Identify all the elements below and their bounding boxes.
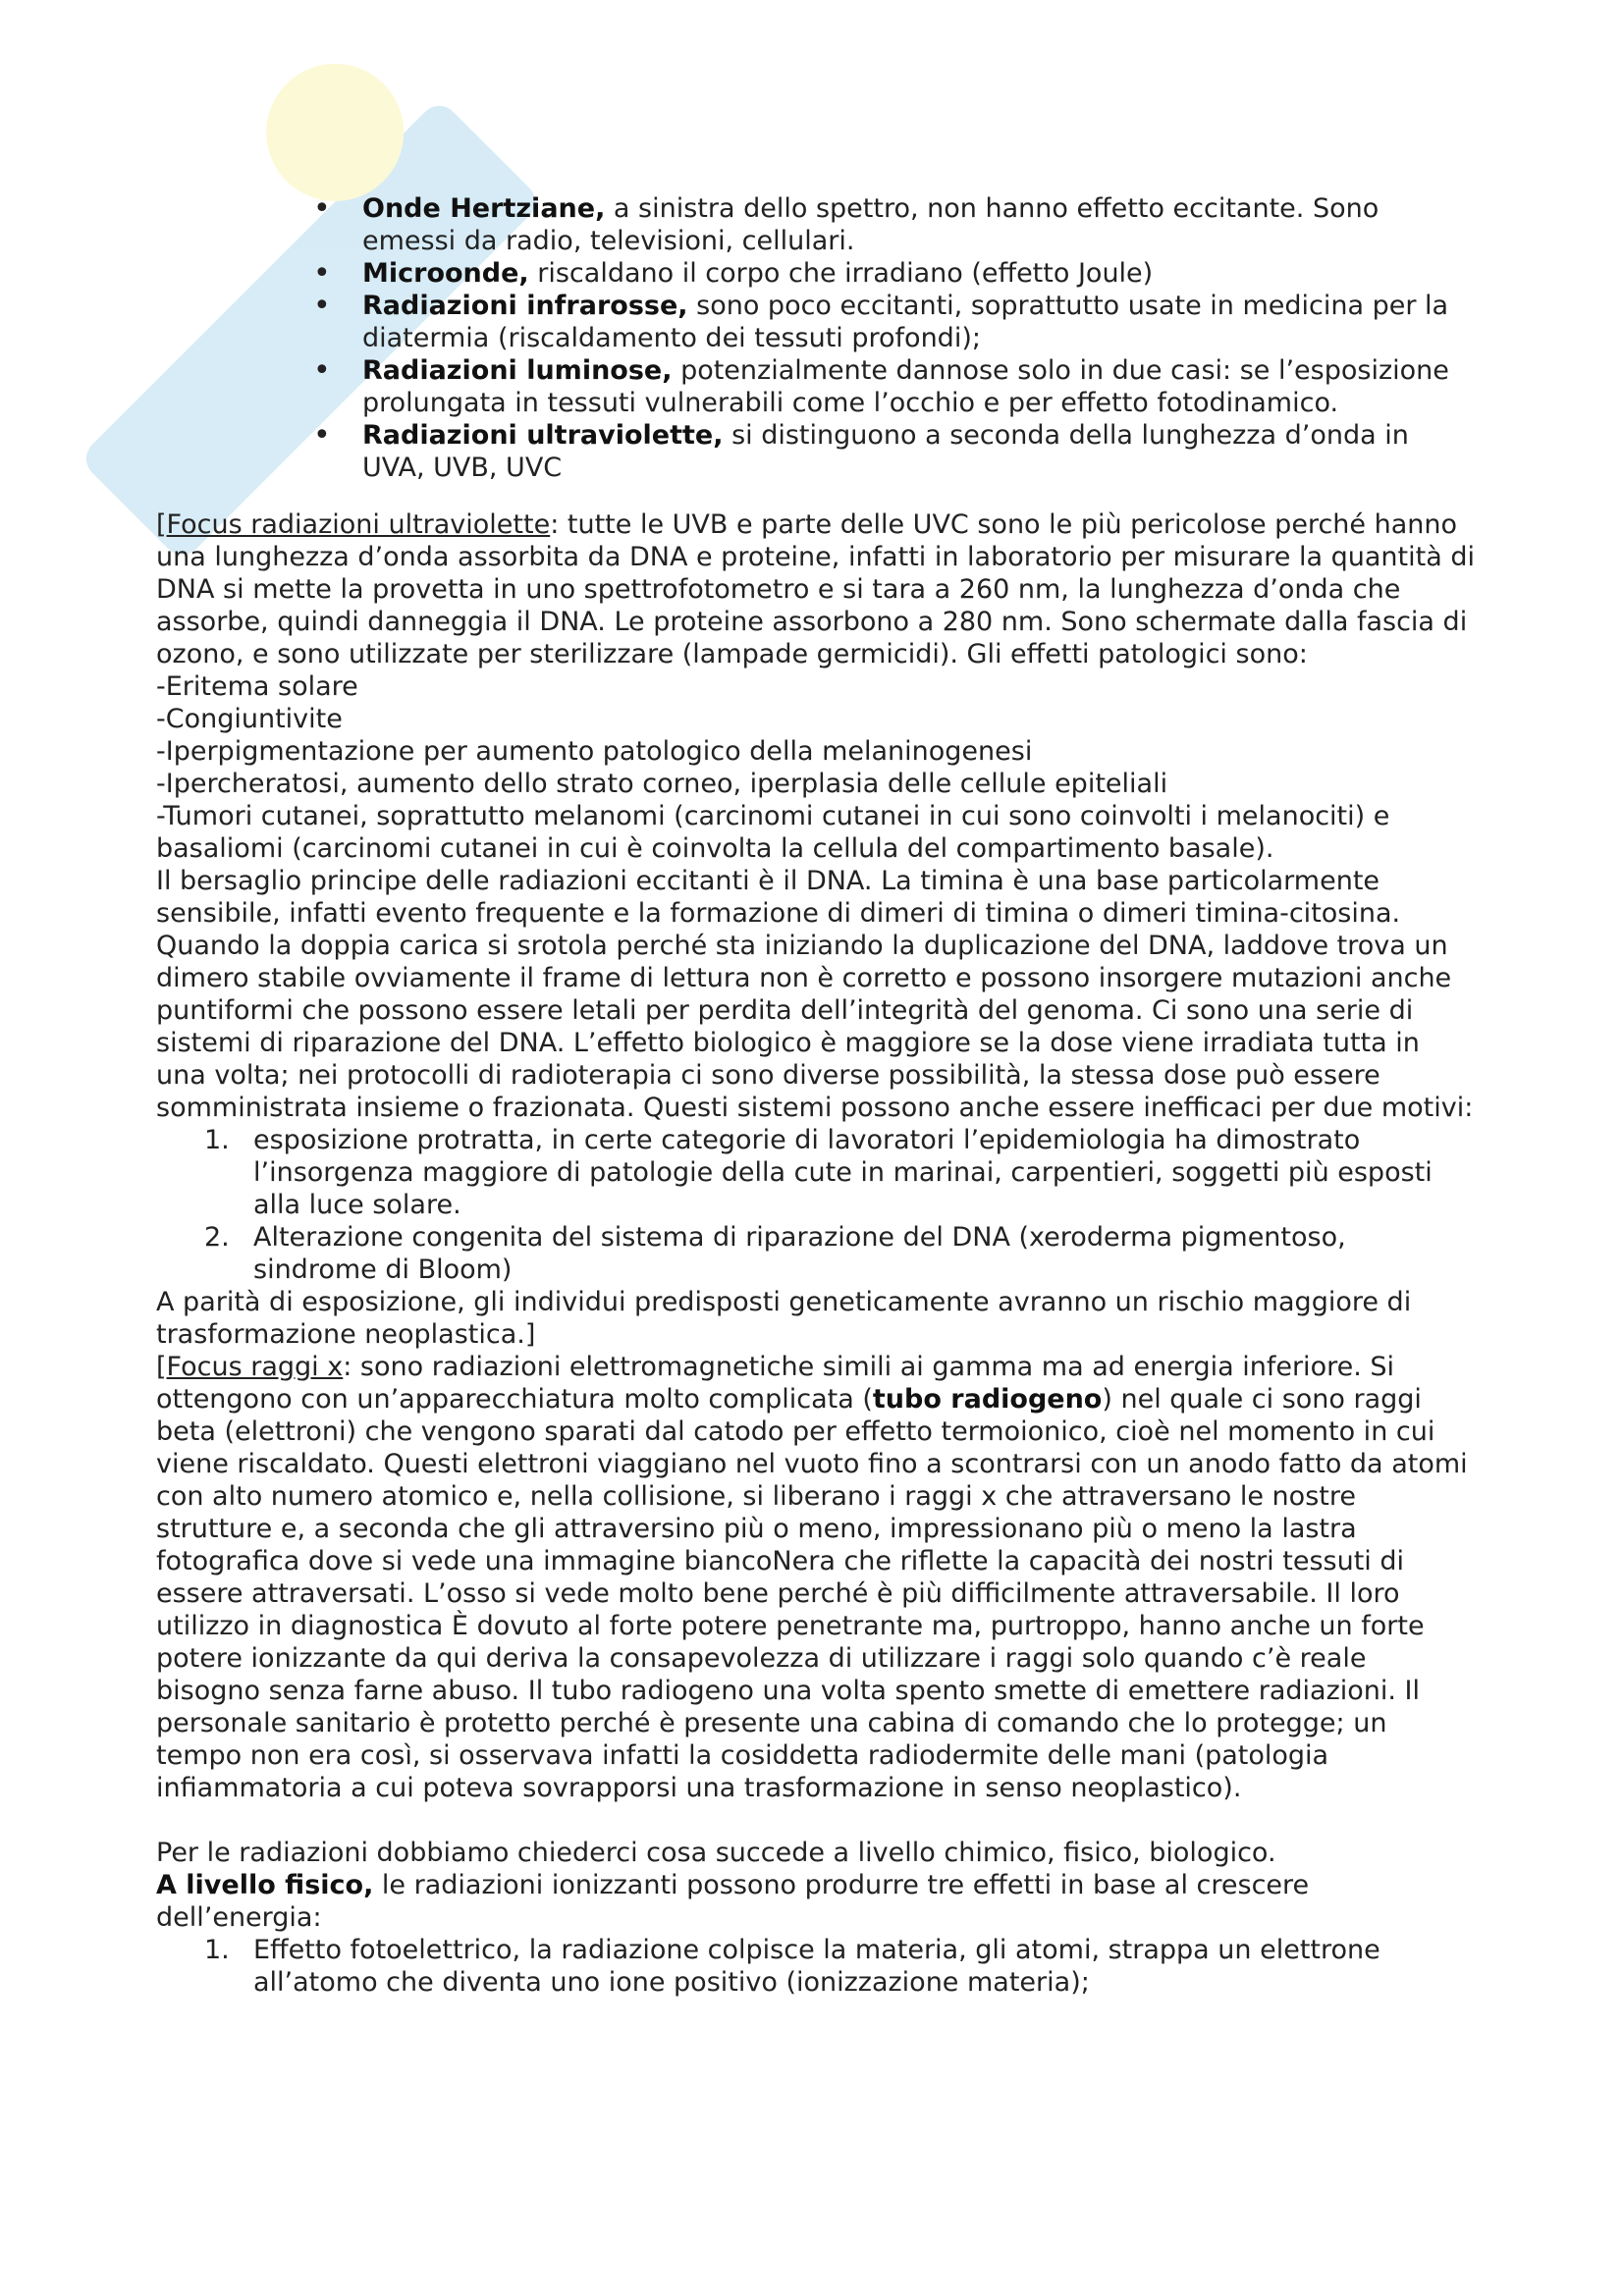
physical-level-paragraph: A livello fisico, le radiazioni ionizzanti possono produrre tre effetti in base al crescere dell’energia:: [156, 1870, 1310, 1933]
levels-paragraph: Per le radiazioni dobbiamo chiederci cosa succede a livello chimico, fisico, biologico.: [156, 1838, 1276, 1868]
radiation-types-list: [156, 192, 1477, 484]
list-item: 1. esposizione protratta, in certe categorie di lavoratori l’epidemiologia ha dimostrato l’insorgenza maggiore di patologie della cute in marinai, carpentieri, soggetti più esposti alla luce solare.: [204, 1125, 1433, 1220]
reasons-list: [156, 1124, 1477, 1286]
tubo-radiogeno-term: tubo radiogeno: [872, 1384, 1103, 1415]
uv-closing-paragraph: A parità di esposizione, gli individui predisposti geneticamente avranno un rischio maggiore di trasformazione neoplastica.]: [156, 1287, 1412, 1350]
effect-line: -Tumori cutanei, soprattutto melanomi (carcinomi cutanei in cui sono coinvolti i melanociti) e basaliomi (carcinomi cutanei in cui è coinvolta la cellula del compartimento basale).: [156, 801, 1390, 864]
effect-line: -Iperpigmentazione per aumento patologico della melaninogenesi: [156, 736, 1033, 767]
list-item: • Onde Hertziane, a sinistra dello spettro, non hanno effetto eccitante. Sono emessi da radio, televisioni, cellulari.: [362, 192, 1477, 257]
document-content: [156, 192, 1477, 1999]
effect-line: -Congiuntivite: [156, 704, 343, 734]
focus-x-label: Focus raggi x: [166, 1352, 344, 1382]
list-item: 1. Effetto fotoelettrico, la radiazione colpisce la materia, gli atomi, strappa un elettrone all’atomo che diventa uno ione positivo (ionizzazione materia);: [204, 1935, 1380, 1998]
focus-x-paragraph: [Focus raggi x: sono radiazioni elettromagnetiche simili ai gamma ma ad energia inferiore. Si ottengono con un’apparecchiatura molto complicata (tubo radiogeno) nel quale ci sono raggi beta (elettroni) che vengono sparati dal catodo per effetto termoionico, cioè nel momento in cui viene riscaldato. Questi elettroni viaggiano nel vuoto fino a scontrarsi con un anodo fatto da atomi con alto numero atomico e, nella collisione, si liberano i raggi x che attraversano le nostre strutture e, a seconda che gli attraversino più o meno, impressionano più o meno la lastra fotografica dove si vede una immagine biancoNera che riflette la capacità dei nostri tessuti di essere attraversati. L’osso si vede molto bene perché è più difficilmente attraversabile. Il loro utilizzo in diagnostica È dovuto al forte potere penetrante ma, purtroppo, hanno anche un forte potere ionizzante da qui deriva la consapevolezza di utilizzare i raggi solo quando c’è reale bisogno senza farne abuso. Il tubo radiogeno una volta spento smette di emettere radiazioni. Il personale sanitario è protetto perché è presente una cabina di comando che lo protegge; un tempo non era così, si osservava infatti la cosiddetta radiodermite delle mani (patologia infiammatoria a cui poteva sovrapporsi una trasformazione in senso neoplastico).: [156, 1352, 1468, 1803]
focus-uv-paragraph: [Focus radiazioni ultraviolette: tutte le UVB e parte delle UVC sono le più pericolose perché hanno una lunghezza d’onda assorbita da DNA e proteine, infatti in laboratorio per misurare la quantità di DNA si mette la provetta in uno spettrofotometro e si tara a 260 nm, la lunghezza d’onda che assorbe, quindi danneggia il DNA. Le proteine assorbono a 280 nm. Sono schermate dalla fascia di ozono, e sono utilizzate per sterilizzare (lampade germicidi). Gli effetti patologici sono:: [156, 509, 1475, 669]
effect-line: -Eritema solare: [156, 671, 358, 702]
dna-target-paragraph: Il bersaglio principe delle radiazioni eccitanti è il DNA. La timina è una base particolarmente sensibile, infatti evento frequente e la formazione di dimeri di timina o dimeri timina-citosina. Quando la doppia carica si srotola perché sta iniziando la duplicazione del DNA, laddove trova un dimero stabile ovviamente il frame di lettura non è corretto e possono insorgere mutazioni anche puntiformi che possono essere letali per perdita dell’integrità del genoma. Ci sono una serie di sistemi di riparazione del DNA. L’effetto biologico è maggiore se la dose viene irradiata tutta in una volta; nei protocolli di radioterapia ci sono diverse possibilità, la stessa dose può essere somministrata insieme o frazionata. Questi sistemi possono anche essere inefficaci per due motivi:: [156, 866, 1474, 1123]
list-item: • Radiazioni ultraviolette, si distinguono a seconda della lunghezza d’onda in UVA, UVB, UVC: [362, 419, 1477, 484]
list-item: • Microonde, riscaldano il corpo che irradiano (effetto Joule): [362, 257, 1477, 290]
effect-line: -Ipercheratosi, aumento dello strato corneo, iperplasia delle cellule epiteliali: [156, 769, 1168, 799]
physical-effects-list: [156, 1934, 1477, 1999]
list-item: 2. Alterazione congenita del sistema di riparazione del DNA (xeroderma pigmentoso, sindrome di Bloom): [204, 1222, 1346, 1285]
list-item: • Radiazioni infrarosse, sono poco eccitanti, soprattutto usate in medicina per la diatermia (riscaldamento dei tessuti profondi);: [362, 290, 1477, 354]
focus-uv-label: Focus radiazioni ultraviolette: [166, 509, 551, 540]
list-item: • Radiazioni luminose, potenzialmente dannose solo in due casi: se l’esposizione prolungata in tessuti vulnerabili come l’occhio e per effetto fotodinamico.: [362, 354, 1477, 419]
